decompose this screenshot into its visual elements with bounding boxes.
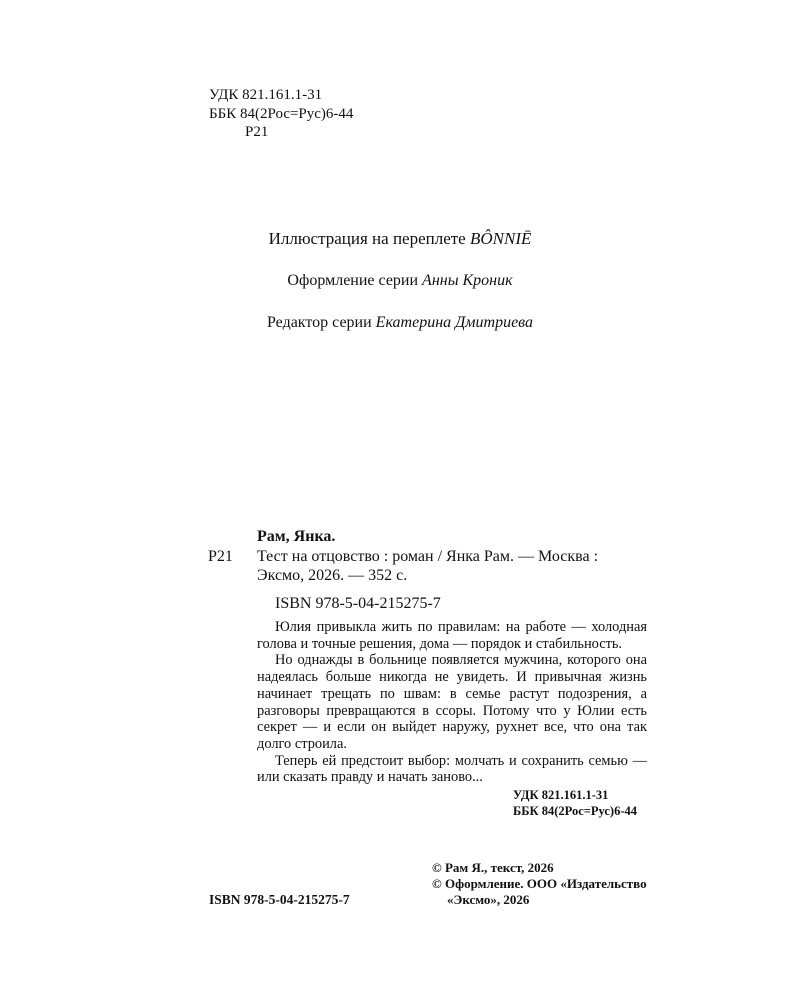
- copyright-design-cont: «Эксмо», 2026: [447, 892, 530, 907]
- annotation-paragraph: Юлия привыкла жить по правилам: на работе — холодная голова и точные решения, дома — порядок и стабильность.: [257, 619, 647, 652]
- record-mark: Р21: [208, 547, 233, 565]
- illustrator-name: BÔNNIĒ: [469, 229, 532, 248]
- series-editor-credit: [0, 314, 800, 332]
- author-mark: Р21: [245, 124, 269, 140]
- record-description-line1: Тест на отцовство : роман / Янка Рам. — Москва :: [257, 547, 599, 565]
- copyright-text: © Рам Я., текст, 2026: [432, 860, 554, 875]
- classification-block-bottom: [513, 787, 637, 819]
- illustration-label: Иллюстрация на переплете: [268, 229, 466, 248]
- copyright-design: © Оформление. ООО «Издательство: [432, 876, 647, 891]
- series-editor-name: Екатерина Дмитриева: [375, 314, 534, 331]
- series-editor-label: Редактор серии: [266, 314, 372, 331]
- series-design-label: Оформление серии: [287, 272, 419, 289]
- series-designer-name: Анны Кроник: [422, 272, 513, 289]
- annotation: [257, 619, 647, 786]
- illustration-credit: [0, 229, 800, 249]
- record-row: [208, 547, 648, 567]
- copyright-block: [432, 860, 647, 908]
- record-description-line2: Эксмо, 2026. — 352 с.: [257, 567, 408, 584]
- bbk-code: ББК 84(2Рос=Рус)6-44: [209, 105, 354, 122]
- annotation-paragraph: Но однажды в больнице появляется мужчина, которого она надеялась больше никогда не увидеть. И привычная жизнь начинает трещать по швам: в семье растут подозрения, а разговоры превращаются в ссоры. Потому что у Юлии есть секрет — и если он выйдет наружу, рухнет все, что она так долго строила.: [257, 652, 647, 752]
- bibliographic-record: [208, 527, 648, 613]
- series-design-credit: [0, 272, 800, 290]
- record-author: Рам, Янка.: [257, 528, 336, 545]
- isbn-footer: ISBN 978-5-04-215275-7: [209, 892, 350, 907]
- udk-code-bottom: УДК 821.161.1-31: [513, 788, 609, 802]
- classification-block-top: [209, 86, 353, 142]
- udk-code: УДК 821.161.1-31: [209, 87, 323, 103]
- annotation-paragraph: Теперь ей предстоит выбор: молчать и сохранить семью — или сказать правду и начать заново...: [257, 752, 647, 786]
- record-isbn: ISBN 978-5-04-215275-7: [275, 594, 441, 612]
- bbk-code-bottom: ББК 84(2Рос=Рус)6-44: [513, 804, 637, 818]
